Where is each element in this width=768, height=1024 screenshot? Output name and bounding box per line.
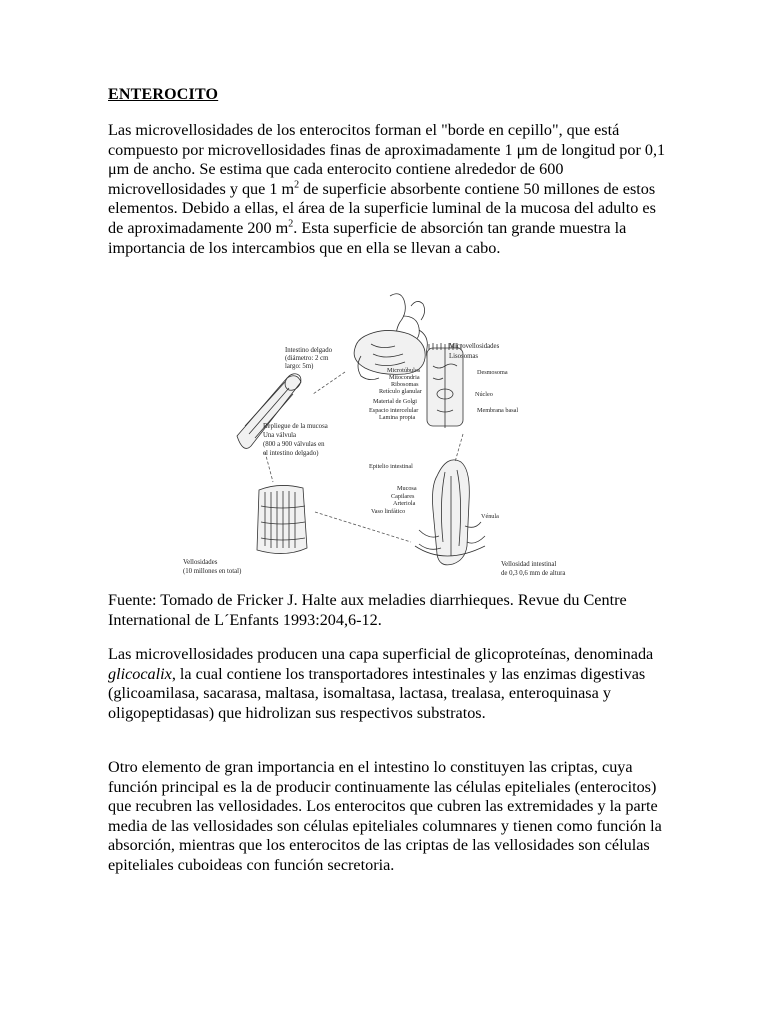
label-golgi: Material de Golgi [373,398,417,405]
arrow-cell-to-villus [455,434,463,462]
label-desmosoma: Desmosoma [477,369,508,376]
arrow-villi-to-villus [315,512,411,542]
label-repliegue-1: Repliegue de la mucosa [263,423,328,430]
intestine-diagram [175,286,595,582]
label-intestino-3: largo: 5m) [285,363,314,370]
p1-text-c: . Esta superficie de absorción tan grande muestra la importancia de los intercambios que en ella se llevan a cabo. [108,218,627,257]
label-intestino-2: (diámetro: 2 cm [285,355,329,362]
p1-sup-a: 2 [294,179,300,191]
paragraph-glicocalix [108,645,668,723]
label-vaso: Vaso linfático [371,508,406,515]
p3-text-a: Las microvellosidades producen una capa superficial de glicoproteínas, denominada [108,645,654,663]
label-epitelio: Epitelio intestinal [369,463,413,470]
label-vellosidades-2: (10 millones en total) [183,568,242,575]
label-repliegue-3: (800 a 900 válvulas en [263,441,325,448]
villus-drawing [415,460,485,565]
label-espacio: Espacio intercelular [369,407,419,414]
label-repliegue-4: el intestino delgado) [263,450,319,457]
label-vellosidad-1: Vellosidad intestinal [501,561,557,568]
label-mucosa: Mucosa [397,485,417,492]
paragraph-criptas: Otro elemento de gran importancia en el intestino lo constituyen las criptas, cuya función principal es la de producir continuamente las células epiteliales (enterocitos) que recubren las vellosidades. Los enterocitos que cubren las extremidades y la parte media de las vellosidades son células epiteliales columnares y tienen como función la absorción, mientras que los enterocitos de las criptas de las vellosidades son células epiteliales cuboideas con función secretoria. [108,758,662,874]
p1-sup-b: 2 [288,218,294,230]
label-capilares: Capilares [391,493,415,500]
source-caption: Fuente: Tomado de Fricker J. Halte aux meladies diarrhieques. Revue du Centre International de L´Enfants 1993:204,6-12. [108,591,627,629]
label-lamina: Lamina propia [379,414,416,421]
label-ribosomas: Ribosomas [391,381,419,388]
label-arteriola: Arteriola [393,500,416,507]
label-lisosomas: Lisosomas [449,353,479,360]
label-membrana: Membrana basal [477,407,519,414]
label-microtubulos: Microtúbulos [387,367,421,374]
p3-text-b: , la cual contiene los transportadores intestinales y las enzimas digestivas (glicoamilasa, sacarasa, maltasa, isomaltasa, lactasa, trealasa, enteroquinasa y oligopeptidasas) que hidrolizan sus respectivos substratos. [108,664,646,722]
p1-text-a: Las microvellosidades de los enterocitos forman el "borde en cepillo", que está compuesto por microvellosidades finas de aproximadamente 1 μm de longitud por 0,1 μm de ancho. Se estima que cada enterocito contiene alrededor de 600 microvellosidades y que 1 m [108,121,666,198]
label-venula: Vénula [481,513,499,520]
p3-italic: glicocalix [108,664,172,683]
villi-block-drawing [257,485,307,553]
arrow-organ-to-segment [313,372,345,394]
p1-text-b: de superficie absorbente contiene 50 millones de estos elementos. Debido a ellas, el área de la superficie luminal de la mucosa del adulto es de aproximadamente 200 m [108,179,656,237]
label-mitocondria: Mitocondria [389,374,420,381]
label-nucleo: Núcleo [475,391,493,398]
label-vellosidad-2: de 0,3 0,6 mm de altura [501,570,566,577]
paragraph-microvellosidades [108,121,668,258]
label-reticulo: Retículo glanular [379,388,422,395]
label-repliegue-2: Una válvula [263,432,297,439]
label-microvellosidades: Microvellosidades [449,343,500,350]
document-title: ENTEROCITO [108,86,219,103]
label-vellosidades-1: Vellosidades [183,559,218,566]
label-intestino-1: Intestino delgado [285,347,333,354]
